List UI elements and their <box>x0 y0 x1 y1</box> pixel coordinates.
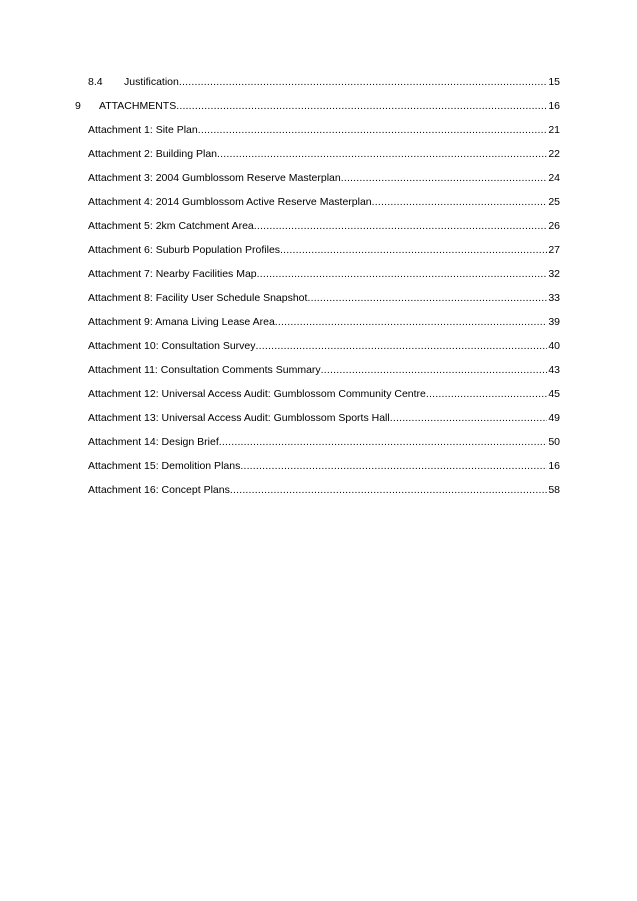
toc-entry-attachment[interactable] <box>0 122 637 146</box>
toc-entry-title: Attachment 9: Amana Living Lease Area <box>88 316 275 328</box>
toc-entry-attachment[interactable] <box>0 266 637 290</box>
toc-entry-page: 49 <box>548 412 560 424</box>
toc-entry-title: Attachment 6: Suburb Population Profiles <box>88 244 281 256</box>
toc-entry-number: 9 <box>75 100 81 112</box>
table-of-contents <box>0 74 637 506</box>
toc-entry-attachment[interactable] <box>0 218 637 242</box>
toc-entry-title: Attachment 12: Universal Access Audit: Gumblossom Community Centre <box>88 388 426 400</box>
toc-dot-leader <box>198 122 548 138</box>
toc-entry-page: 21 <box>548 124 560 136</box>
toc-entry-attachment[interactable] <box>0 314 637 338</box>
toc-entry-page: 27 <box>548 244 560 256</box>
toc-entry-title: Attachment 8: Facility User Schedule Snapshot <box>88 292 308 304</box>
toc-entry-page: 15 <box>548 76 560 88</box>
toc-entry-title: Attachment 16: Concept Plans <box>88 484 230 496</box>
toc-dot-leader <box>176 98 547 114</box>
toc-entry-title: Attachment 1: Site Plan <box>88 124 198 136</box>
toc-entry-page: 33 <box>548 292 560 304</box>
toc-entry-page: 45 <box>548 388 560 400</box>
toc-entry-attachment[interactable] <box>0 242 637 266</box>
toc-entry-page: 24 <box>548 172 560 184</box>
toc-dot-leader <box>179 74 547 90</box>
toc-entry-attachment[interactable] <box>0 146 637 170</box>
toc-entry-attachment[interactable] <box>0 482 637 506</box>
toc-dot-leader <box>426 386 547 402</box>
toc-entry-page: 43 <box>548 364 560 376</box>
toc-dot-leader <box>341 170 548 186</box>
toc-entry-page: 32 <box>548 268 560 280</box>
toc-dot-leader <box>321 362 548 378</box>
toc-entry-page: 25 <box>548 196 560 208</box>
toc-entry-attachment[interactable] <box>0 194 637 218</box>
toc-dot-leader <box>217 146 547 162</box>
toc-entry-attachment[interactable] <box>0 386 637 410</box>
toc-entry-page: 58 <box>548 484 560 496</box>
toc-entry-attachment[interactable] <box>0 434 637 458</box>
toc-entry-title: Justification <box>124 76 179 88</box>
toc-entry-page: 16 <box>548 460 560 472</box>
toc-entry-title: Attachment 7: Nearby Facilities Map <box>88 268 257 280</box>
toc-entry-attachment[interactable] <box>0 290 637 314</box>
toc-entry-page: 16 <box>548 100 560 112</box>
toc-dot-leader <box>230 482 547 498</box>
toc-entry-page: 39 <box>548 316 560 328</box>
toc-entry-title: ATTACHMENTS <box>99 100 177 112</box>
toc-entry-justification[interactable] <box>0 74 637 98</box>
attachment-list <box>0 122 637 506</box>
toc-dot-leader <box>280 242 547 258</box>
toc-dot-leader <box>256 338 548 354</box>
toc-entry-page: 40 <box>548 340 560 352</box>
toc-entry-attachment[interactable] <box>0 170 637 194</box>
toc-entry-title: Attachment 14: Design Brief <box>88 436 219 448</box>
toc-dot-leader <box>257 266 548 282</box>
toc-entry-title: Attachment 11: Consultation Comments Summary <box>88 364 321 376</box>
toc-entry-title: Attachment 15: Demolition Plans <box>88 460 241 472</box>
toc-dot-leader <box>254 218 548 234</box>
toc-entry-attachment[interactable] <box>0 458 637 482</box>
toc-entry-title: Attachment 5: 2km Catchment Area <box>88 220 254 232</box>
toc-entry-page: 26 <box>548 220 560 232</box>
toc-entry-attachment[interactable] <box>0 410 637 434</box>
toc-entry-page: 50 <box>548 436 560 448</box>
toc-dot-leader <box>275 314 548 330</box>
toc-entry-title: Attachment 3: 2004 Gumblossom Reserve Masterplan <box>88 172 341 184</box>
toc-dot-leader <box>307 290 547 306</box>
toc-entry-attachment[interactable] <box>0 362 637 386</box>
toc-entry-title: Attachment 4: 2014 Gumblossom Active Reserve Masterplan <box>88 196 372 208</box>
toc-entry-number: 8.4 <box>88 76 103 88</box>
toc-dot-leader <box>390 410 548 426</box>
toc-entry-title: Attachment 10: Consultation Survey <box>88 340 256 352</box>
toc-entry-attachments-section[interactable] <box>0 98 637 122</box>
toc-dot-leader <box>372 194 548 210</box>
toc-entry-attachment[interactable] <box>0 338 637 362</box>
toc-dot-leader <box>240 458 547 474</box>
toc-entry-page: 22 <box>548 148 560 160</box>
toc-entry-title: Attachment 13: Universal Access Audit: Gumblossom Sports Hall <box>88 412 390 424</box>
toc-dot-leader <box>219 434 548 450</box>
toc-entry-title: Attachment 2: Building Plan <box>88 148 217 160</box>
